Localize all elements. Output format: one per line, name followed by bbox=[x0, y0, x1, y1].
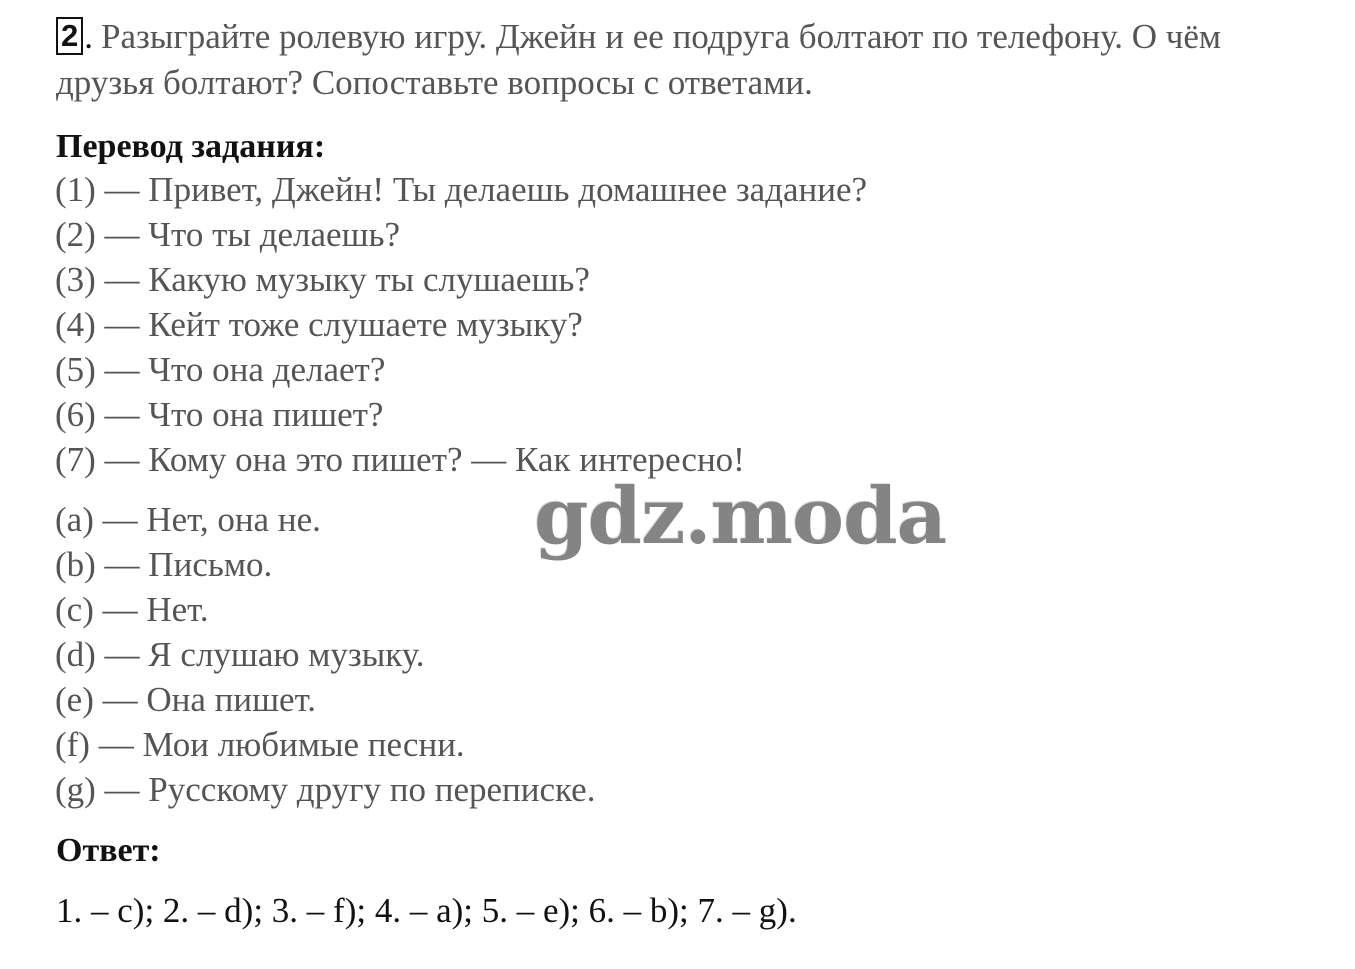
question-item: (2) — Что ты делаешь? bbox=[55, 215, 401, 254]
watermark-logo: gdz.moda bbox=[534, 471, 947, 562]
task-instruction: Разыграйте ролевую игру. Джейн и ее подруга болтают по телефону. О чём друзья болтают? Сопоставьте вопросы с ответами. bbox=[56, 17, 1222, 102]
answer-item: (f) — Мои любимые песни. bbox=[55, 725, 465, 764]
question-item: (3) — Какую музыку ты слушаешь? bbox=[55, 260, 590, 299]
task-number-dot: . bbox=[84, 17, 93, 56]
answer-title: Ответ: bbox=[56, 832, 161, 869]
questions-list bbox=[55, 167, 867, 482]
answer-item: (b) — Письмо. bbox=[55, 545, 273, 584]
translation-title: Перевод задания: bbox=[56, 128, 326, 165]
question-item: (5) — Что она делает? bbox=[55, 350, 386, 389]
answers-list bbox=[55, 497, 595, 812]
answer-item: (e) — Она пишет. bbox=[55, 680, 316, 719]
task-header bbox=[56, 14, 1326, 106]
answer-text: 1. – c); 2. – d); 3. – f); 4. – a); 5. – e); 6. – b); 7. – g). bbox=[56, 891, 797, 930]
answer-item: (g) — Русскому другу по переписке. bbox=[55, 770, 596, 809]
question-item: (4) — Кейт тоже слушаете музыку? bbox=[55, 305, 583, 344]
answer-item: (a) — Нет, она не. bbox=[55, 500, 321, 539]
answer-item: (c) — Нет. bbox=[55, 590, 209, 629]
question-item: (7) — Кому она это пишет? — Как интересно! bbox=[55, 440, 745, 479]
task-number: 2 bbox=[56, 17, 83, 55]
question-item: (1) — Привет, Джейн! Ты делаешь домашнее задание? bbox=[55, 170, 868, 209]
question-item: (6) — Что она пишет? bbox=[55, 395, 384, 434]
answer-item: (d) — Я слушаю музыку. bbox=[55, 635, 425, 674]
